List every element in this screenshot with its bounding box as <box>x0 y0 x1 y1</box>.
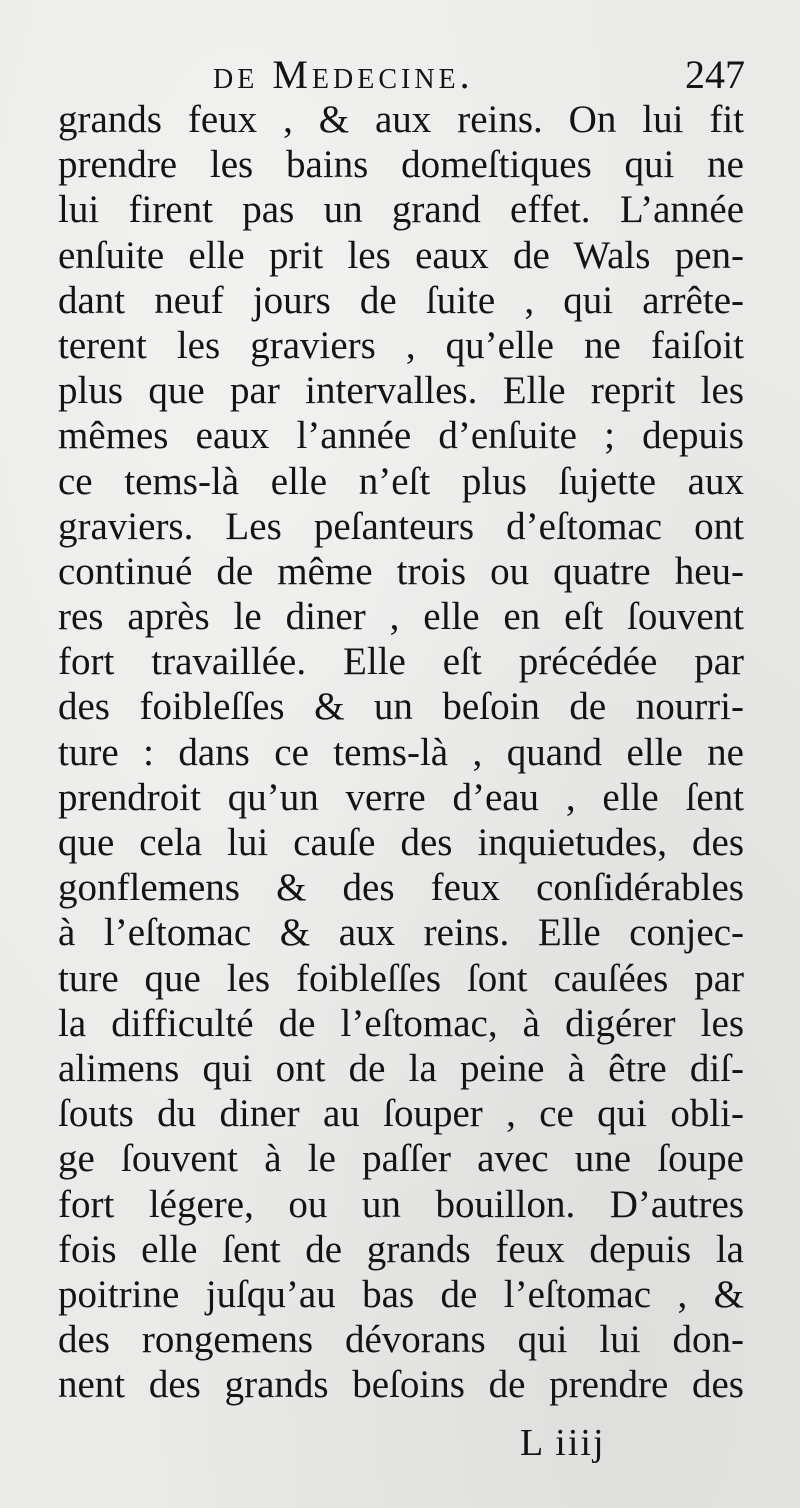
running-title: de Medecine. <box>213 52 474 97</box>
text-line: fort légere, ou un bouillon. D’autres <box>58 1182 744 1226</box>
text-line: des rongemens dévorans qui lui don- <box>58 1318 744 1362</box>
text-line: terent les graviers , qu’elle ne faiſoit <box>58 323 744 367</box>
text-line: graviers. Les peſanteurs d’eſtomac ont <box>58 504 744 548</box>
text-line: plus que par intervalles. Elle reprit les <box>58 369 744 413</box>
body-text <box>58 97 744 1407</box>
text-line: grands feux , & aux reins. On lui fit <box>58 98 744 141</box>
text-line: fort travaillée. Elle eſt précédée par <box>58 640 744 684</box>
text-line: prendroit qu’un verre d’eau , elle ſent <box>58 775 744 819</box>
text-line: prendre les bains domeſtiques qui ne <box>58 143 744 187</box>
page-header <box>213 50 753 100</box>
text-line: fois elle ſent de grands feux depuis la <box>58 1227 744 1271</box>
text-line: mêmes eaux l’année d’enſuite ; depuis <box>58 414 744 458</box>
text-line: gonflemens & des feux conſidérables <box>58 866 744 910</box>
page-number: 247 <box>685 52 745 97</box>
text-line: dant neuf jours de ſuite , qui arrête- <box>58 278 744 322</box>
text-line: ture : dans ce tems-là , quand elle ne <box>58 730 744 774</box>
text-line: ge ſouvent à le paſſer avec une ſoupe <box>58 1137 744 1181</box>
text-line: lui firent pas un grand effet. L’année <box>58 188 744 232</box>
text-line: continué de même trois ou quatre heu- <box>58 549 744 593</box>
text-line: ture que les foibleſſes ſont cauſées par <box>58 956 744 1000</box>
signature-mark: L iiij <box>520 1422 606 1464</box>
text-line: ſouts du diner au ſouper , ce qui obli- <box>58 1092 744 1136</box>
text-line: ce tems-là elle n’eſt plus ſujette aux <box>58 459 744 503</box>
text-line: à l’eſtomac & aux reins. Elle conjec- <box>58 911 744 955</box>
text-line: poitrine juſqu’au bas de l’eſtomac , & <box>58 1272 744 1316</box>
text-line: des foibleſſes & un beſoin de nourri- <box>58 685 744 729</box>
text-line: nent des grands beſoins de prendre des <box>58 1363 744 1407</box>
text-line: que cela lui cauſe des inquietudes, des <box>58 821 744 864</box>
text-line: alimens qui ont de la peine à être diſ- <box>58 1046 744 1090</box>
text-line: enſuite elle prit les eaux de Wals pen- <box>58 233 744 277</box>
text-line: la difficulté de l’eſtomac, à digérer les <box>58 1001 744 1045</box>
text-line: res après le diner , elle en eſt ſouvent <box>58 595 744 639</box>
